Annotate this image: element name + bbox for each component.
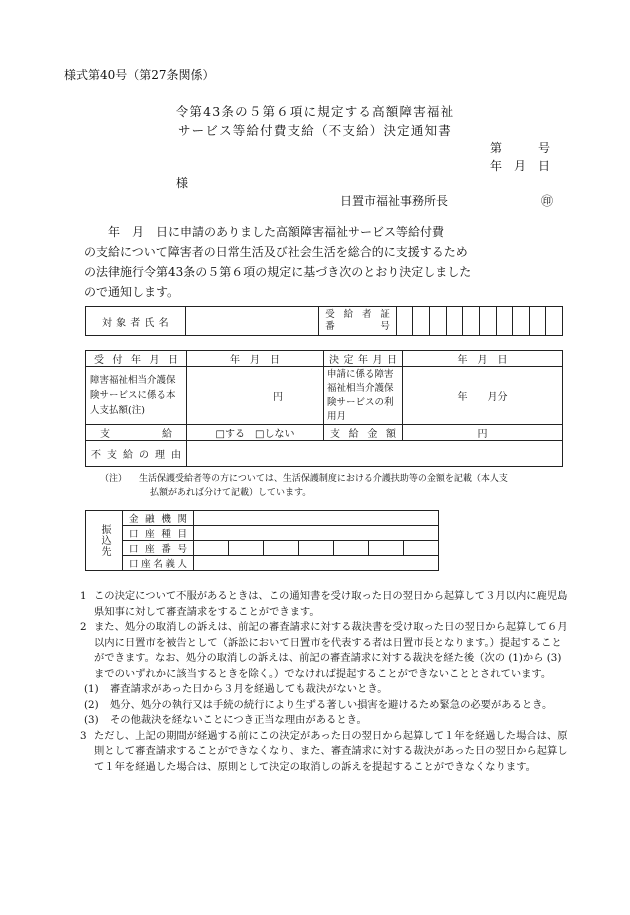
body-line: ので通知します。 [84, 285, 180, 299]
name-label-cell [86, 307, 186, 336]
amount-label: 支給金額 [330, 429, 396, 440]
decision-date-label-cell [324, 351, 403, 367]
account-digit[interactable] [369, 541, 404, 556]
note-text: 審査請求があった日から３月を経過しても裁決がないとき。 [110, 683, 388, 695]
name-field[interactable] [185, 307, 319, 336]
note-text: 処分、処分の執行又は手続の続行により生ずる著しい損害を避けるため緊急の必要があるとき。 [110, 698, 553, 711]
account-digit[interactable] [264, 541, 299, 556]
document-number: 第 号 [489, 141, 550, 155]
bank-table [85, 510, 439, 571]
account-type-field[interactable] [194, 526, 439, 541]
note-number: 2 [80, 621, 87, 633]
recipient-digit[interactable] [513, 307, 530, 336]
decision-date-label: 決定年月日 [329, 355, 397, 366]
recipient-digit[interactable] [413, 307, 430, 336]
document-date: 年 月 日 [489, 159, 550, 173]
yen-unit: 円 [273, 392, 283, 403]
body-line: の支給について障害者の日常生活及び社会生活を総合的に支援するため [84, 245, 468, 259]
receipt-date-field[interactable]: 年 月 日 [187, 351, 324, 367]
document-title-line1: 令第43条の５第６項に規定する高額障害福祉 [175, 104, 455, 119]
receipt-date-label-cell [86, 351, 187, 367]
account-digit[interactable] [194, 541, 229, 556]
note-text: ただし、上記の期間が経過する前にこの決定があった日の翌日から起算して１年を経過した場合は、原則として審査請求することができなくなり、また、審査請求に対する裁決があった日の翌日から起算して１年を経過した場合は、原則として決定の取消しの訴えを提起することができなくなります。 [94, 729, 568, 773]
note-number: (2) [84, 698, 99, 711]
account-digit[interactable] [229, 541, 264, 556]
note-text: また、処分の取消しの訴えは、前記の審査請求に対する裁決書を受け取った日の翌日から起算して６月以内に日置市を被告として（訴訟において日置市を代表する者は日置市長となります。）提起することができます。なお、処分の取消しの訴えは、前記の審査請求に対する裁決を経た後（次の (1)から (3)までのいずれかに該当するときを除く。）でなければ提起することができないこととされています。 [94, 621, 568, 680]
note-marker: （注） [100, 474, 128, 484]
recipient-digit[interactable] [529, 307, 546, 336]
payment-label-cell [86, 425, 187, 441]
issuer-name: 日置市福祉事務所長 [340, 194, 449, 208]
subject-table [85, 306, 563, 336]
bank-label: 金融機関 [129, 514, 187, 525]
note-item [80, 682, 568, 698]
recipient-digit[interactable] [396, 307, 413, 336]
account-digit[interactable] [334, 541, 369, 556]
usage-month-field[interactable]: 年 月分 [403, 367, 563, 425]
appeal-notes [80, 589, 568, 775]
bank-field[interactable] [194, 511, 439, 526]
seal-mark: ㊞ [541, 194, 554, 208]
account-no-label: 口座番号 [129, 544, 187, 555]
account-type-label-cell [123, 526, 194, 541]
decision-date-field[interactable]: 年 月 日 [403, 351, 563, 367]
note-number: (3) [84, 714, 99, 726]
recipient-digit[interactable] [430, 307, 447, 336]
detail-table [85, 350, 563, 467]
holder-label-cell [123, 556, 194, 571]
note-line2: 払額があれば分けて記載）しています。 [150, 488, 312, 498]
usage-month-label: 申請に係る障害福祉相当介護保険サービスの利用月 [324, 367, 403, 425]
holder-label: 口座名義人 [129, 559, 187, 570]
note-item [80, 589, 568, 620]
note-item [80, 620, 568, 682]
addressee-suffix: 様 [176, 176, 189, 190]
transfer-label: 振込先 [86, 511, 123, 571]
note-item [80, 729, 568, 776]
recipient-no-label-2: 番号 [325, 321, 390, 332]
body-line: 年 月 日に申請のありました高額障害福祉サービス等給付費 [84, 225, 445, 239]
note-line1: 生活保護受給者等の方については、生活保護制度における介護扶助等の金額を記載（本人支 [139, 474, 508, 484]
amount-field[interactable] [403, 425, 563, 441]
recipient-no-label-1: 受給者証 [325, 309, 390, 320]
holder-field[interactable] [194, 556, 439, 571]
self-pay-amount-field[interactable] [187, 367, 324, 425]
footnote [100, 472, 508, 500]
reason-label-cell [86, 441, 187, 467]
receipt-date-label: 受付年月日 [94, 355, 178, 366]
account-no-label-cell [123, 541, 194, 556]
recipient-digit[interactable] [479, 307, 496, 336]
name-label: 対象者氏名 [102, 317, 169, 329]
payment-label: 支給 [100, 429, 172, 440]
amount-label-cell [324, 425, 403, 441]
notice-body [84, 222, 564, 302]
payment-options[interactable]: □する □しない [187, 425, 324, 441]
account-digit[interactable] [299, 541, 334, 556]
note-number: 1 [80, 590, 87, 602]
note-number: (1) [84, 683, 99, 695]
note-text: その他裁決を経ないことにつき正当な理由があるとき。 [110, 714, 367, 726]
recipient-digit[interactable] [496, 307, 513, 336]
yen-unit: 円 [477, 429, 488, 440]
bank-label-cell [123, 511, 194, 526]
reason-label: 不支給の理由 [91, 450, 181, 461]
document-title-line2: サービス等給付費支給（不支給）決定通知書 [177, 123, 452, 138]
note-item [80, 713, 568, 729]
account-type-label: 口座種目 [129, 529, 187, 540]
recipient-digit[interactable] [446, 307, 463, 336]
note-text: この決定について不服があるときは、この通知書を受け取った日の翌日から起算して３月以内に鹿児島県知事に対して審査請求をすることができます。 [94, 590, 568, 618]
form-number: 様式第40号（第27条関係） [64, 68, 215, 82]
note-number: 3 [80, 729, 87, 742]
recipient-digit[interactable] [463, 307, 480, 336]
reason-field[interactable] [187, 441, 563, 467]
note-item [80, 698, 568, 714]
body-line: の法律施行令第43条の５第６項の規定に基づき次のとおり決定しました [84, 265, 472, 279]
recipient-digit[interactable] [546, 307, 563, 336]
recipient-no-label-cell [319, 307, 397, 336]
account-digit[interactable] [404, 541, 439, 556]
self-pay-label: 障害福祉相当介護保険サービスに係る本人支払額(注) [86, 367, 187, 425]
